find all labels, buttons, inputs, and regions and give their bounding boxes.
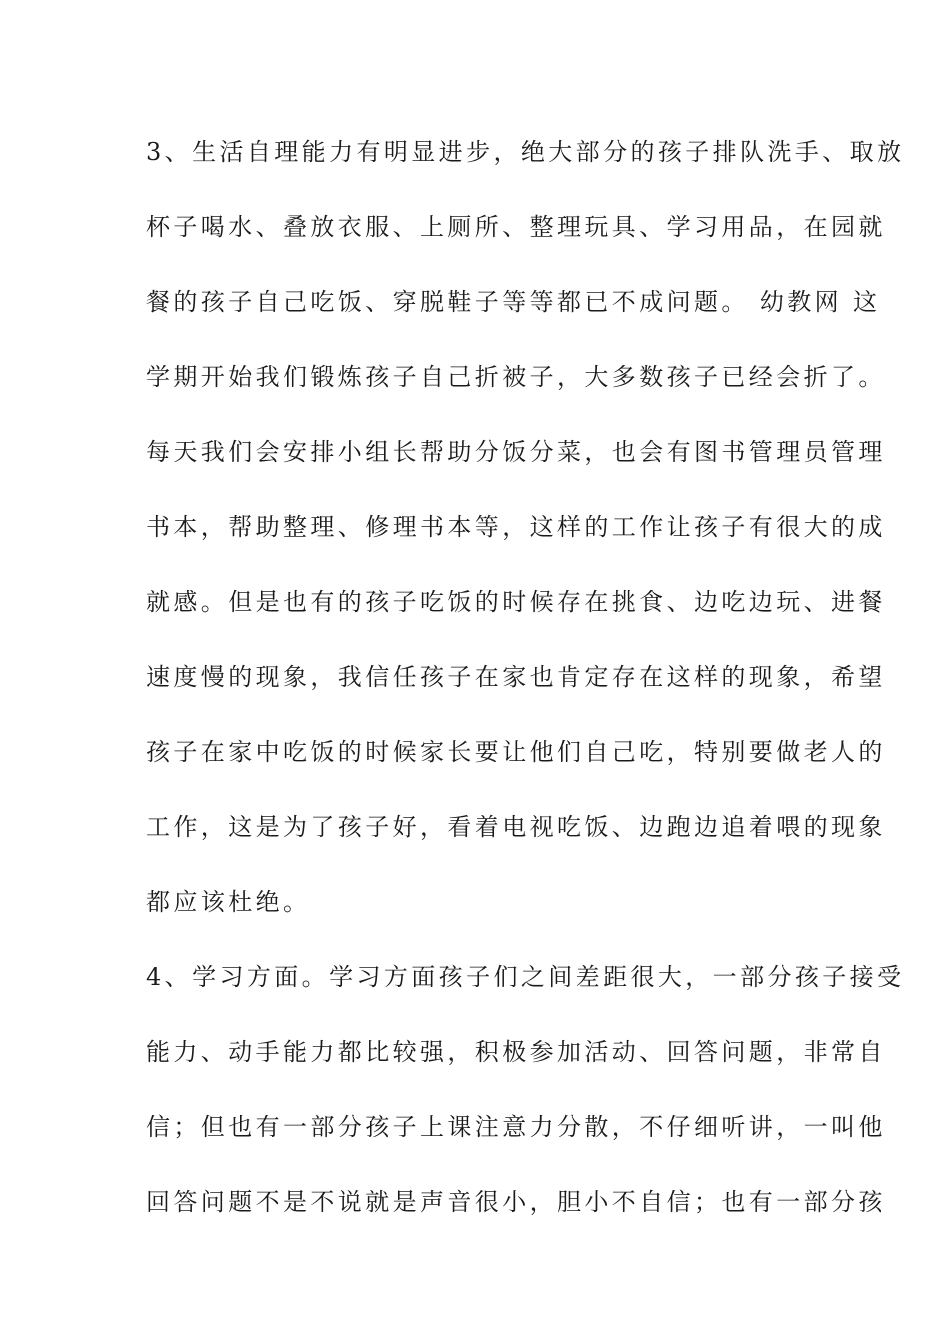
text-line: 3、生活自理能力有明显进步，绝大部分的孩子排队洗手、取放 bbox=[146, 138, 905, 166]
text-line: 都应该杜绝。 bbox=[146, 888, 311, 916]
text-line: 工作，这是为了孩子好，看着电视吃饭、边跑边追着喂的现象 bbox=[146, 813, 886, 841]
text-line: 就感。但是也有的孩子吃饭的时候存在挑食、边吃边玩、进餐 bbox=[146, 588, 886, 616]
text-line: 杯子喝水、叠放衣服、上厕所、整理玩具、学习用品，在园就 bbox=[146, 213, 886, 241]
text-line: 速度慢的现象，我信任孩子在家也肯定存在这样的现象，希望 bbox=[146, 663, 886, 691]
text-line: 餐的孩子自己吃饭、穿脱鞋子等等都已不成问题。 幼教网 这 bbox=[146, 288, 881, 316]
text-line: 孩子在家中吃饭的时候家长要让他们自己吃，特别要做老人的 bbox=[146, 738, 886, 766]
text-line: 每天我们会安排小组长帮助分饭分菜，也会有图书管理员管理 bbox=[146, 438, 886, 466]
text-line: 书本，帮助整理、修理书本等，这样的工作让孩子有很大的成 bbox=[146, 513, 886, 541]
text-line: 学期开始我们锻炼孩子自己折被子，大多数孩子已经会折了。 bbox=[146, 363, 886, 391]
text-line: 4、学习方面。学习方面孩子们之间差距很大，一部分孩子接受 bbox=[146, 963, 905, 991]
text-line: 能力、动手能力都比较强，积极参加活动、回答问题，非常自 bbox=[146, 1038, 886, 1066]
text-line: 回答问题不是不说就是声音很小，胆小不自信；也有一部分孩 bbox=[146, 1188, 886, 1216]
text-line: 信；但也有一部分孩子上课注意力分散，不仔细听讲，一叫他 bbox=[146, 1113, 886, 1141]
